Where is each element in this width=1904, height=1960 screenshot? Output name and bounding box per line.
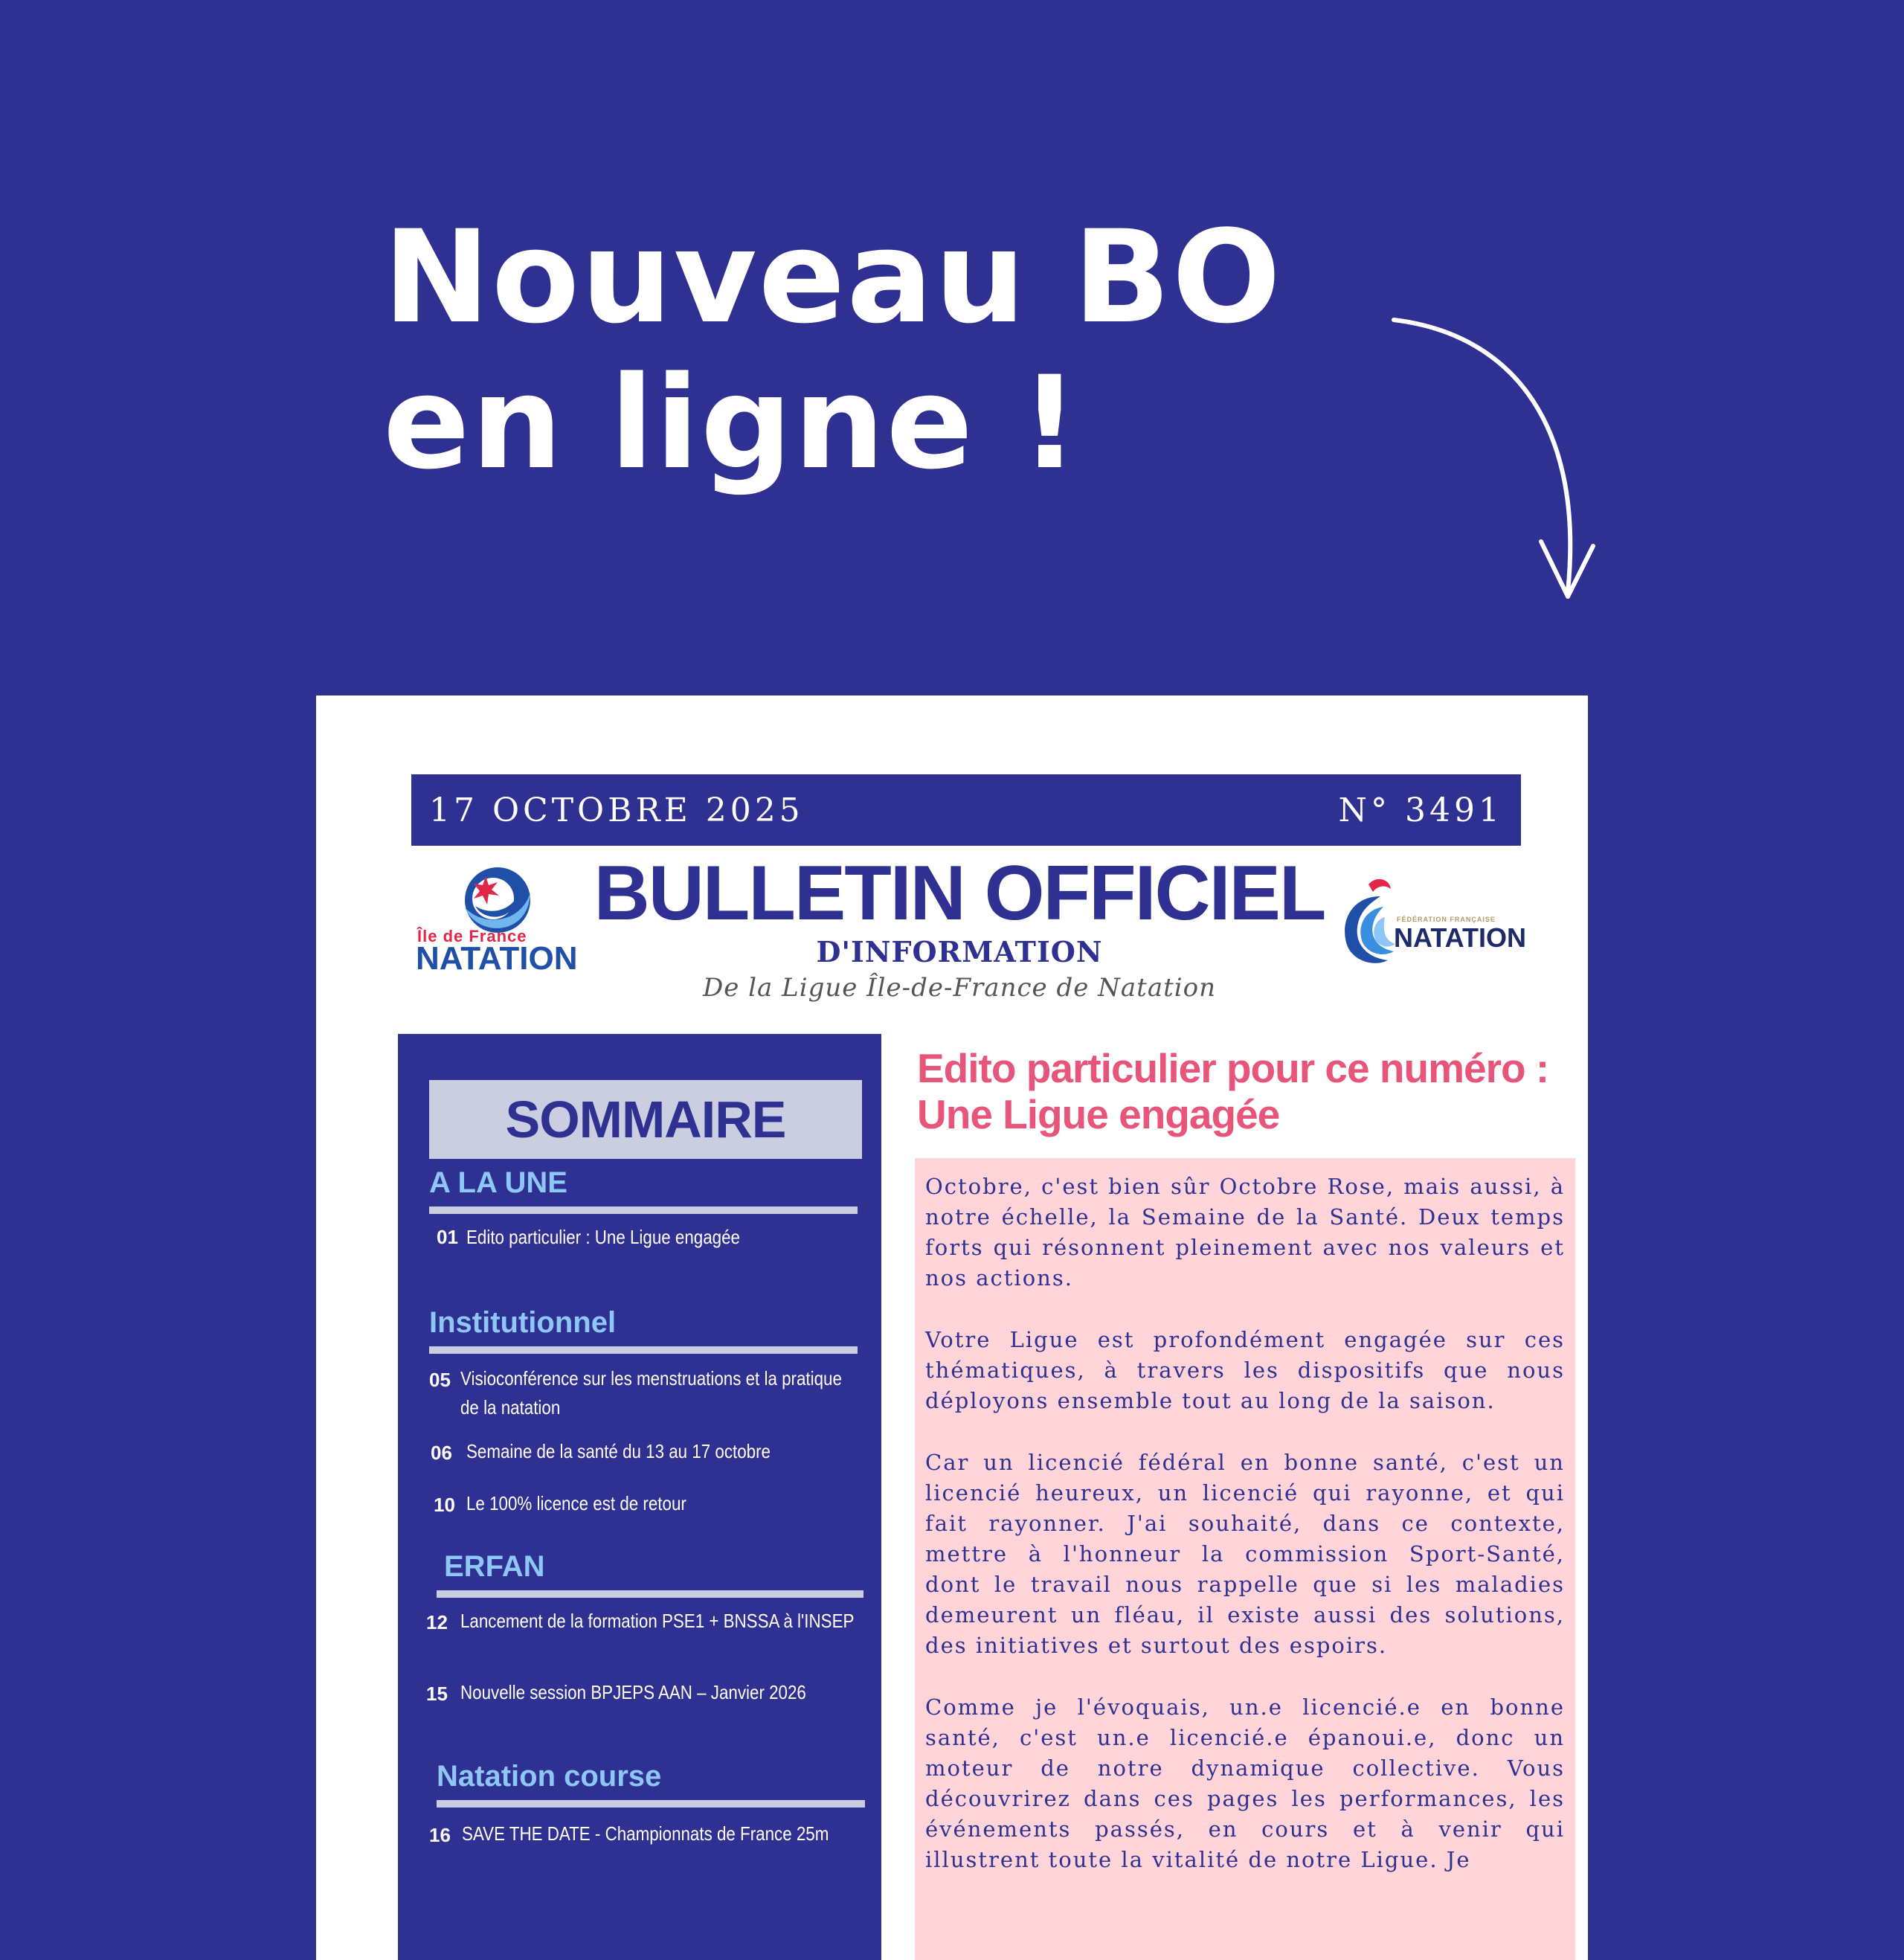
- section-title-a-la-une: A LA UNE: [429, 1166, 567, 1199]
- item-number: 06: [431, 1442, 452, 1464]
- edito-paragraph: Votre Ligue est profondément engagée sur ces thématiques, à travers les dispositifs que nous déployons ensemble tout au long de la saison.: [925, 1327, 1565, 1413]
- curved-arrow-icon: [1383, 305, 1621, 617]
- section-rule: [429, 1346, 858, 1354]
- ffn-logo-line-1: FÉDÉRATION FRANÇAISE: [1397, 916, 1496, 923]
- bulletin-number: N° 3491: [1338, 791, 1503, 829]
- item-text: Visioconférence sur les menstruations et la pratique de la natation: [460, 1367, 842, 1418]
- item-number: 16: [429, 1824, 451, 1846]
- ffn-logo: [1331, 874, 1525, 971]
- ligue-logo-line-2: NATATION: [416, 940, 578, 977]
- headline-line-2: en ligne !: [383, 348, 1081, 498]
- item-text: Semaine de la santé du 13 au 17 octobre: [466, 1440, 771, 1462]
- bulletin-title: BULLETIN OFFICIEL: [594, 850, 1325, 936]
- section-rule: [437, 1800, 865, 1808]
- bulletin-page: [316, 695, 1588, 1960]
- item-number: 12: [426, 1611, 448, 1633]
- item-text: Edito particulier : Une Ligue engagée: [466, 1226, 740, 1248]
- edito-paragraph: Comme je l'évoquais, un.e licencié.e en bonne santé, c'est un.e licencié.e épanoui.e, donc un moteur de notre dynamique collective. Vous découvrirez dans ces pages les performances, les événements passés, en cours et à venir qui illustrent toute la vitalité de notre Ligue. Je: [925, 1694, 1565, 1872]
- item-number: 05: [429, 1369, 451, 1391]
- ligue-logo-line-1: Île de France: [417, 927, 527, 945]
- item-number: 10: [434, 1494, 455, 1516]
- date-bar: [411, 774, 1521, 846]
- headline: [383, 202, 1283, 498]
- item-text: Lancement de la formation PSE1 + BNSSA à l'INSEP: [460, 1610, 855, 1632]
- edito-body: [915, 1158, 1575, 1960]
- edito-paragraph: Octobre, c'est bien sûr Octobre Rose, mais aussi, à notre échelle, la Semaine de la Santé. Deux temps forts qui résonnent pleinement avec nos valeurs et nos actions.: [925, 1174, 1565, 1291]
- ligue-idf-logo: [411, 863, 578, 977]
- item-number: 15: [426, 1683, 448, 1705]
- item-text: SAVE THE DATE - Championnats de France 25m: [462, 1822, 829, 1845]
- item-number: 01: [437, 1226, 458, 1248]
- bulletin-tagline: De la Ligue Île-de-France de Natation: [702, 973, 1216, 1003]
- sommaire-heading: SOMMAIRE: [429, 1080, 862, 1159]
- item-text: Nouvelle session BPJEPS AAN – Janvier 2026: [460, 1681, 806, 1703]
- edito-paragraph: Car un licencié fédéral en bonne santé, c'est un licencié heureux, un licencié qui rayonne, et qui fait rayonner. J'ai souhaité, dans ce contexte, mettre à l'honneur la commission Sport-Santé, dont le travail nous rappelle que si les maladies demeurent un fléau, il existe aussi des solutions, des initiatives et surtout des espoirs.: [925, 1450, 1565, 1658]
- ffn-logo-line-2: NATATION: [1394, 922, 1526, 953]
- section-title-institutionnel: Institutionnel: [429, 1306, 617, 1339]
- section-rule: [429, 1206, 858, 1214]
- edito-title: Edito particulier pour ce numéro : Une Ligue engagée: [917, 1045, 1549, 1137]
- item-text: Le 100% licence est de retour: [466, 1492, 686, 1514]
- section-title-erfan: ERFAN: [444, 1550, 545, 1583]
- bulletin-subtitle: D'INFORMATION: [816, 935, 1103, 968]
- masthead: [576, 852, 1342, 1006]
- sommaire-sidebar: [398, 1034, 881, 1960]
- section-title-natation-course: Natation course: [437, 1760, 662, 1793]
- section-rule: [437, 1590, 863, 1598]
- headline-line-1: Nouveau BO: [383, 202, 1283, 352]
- bulletin-date: 17 OCTOBRE 2025: [429, 791, 804, 829]
